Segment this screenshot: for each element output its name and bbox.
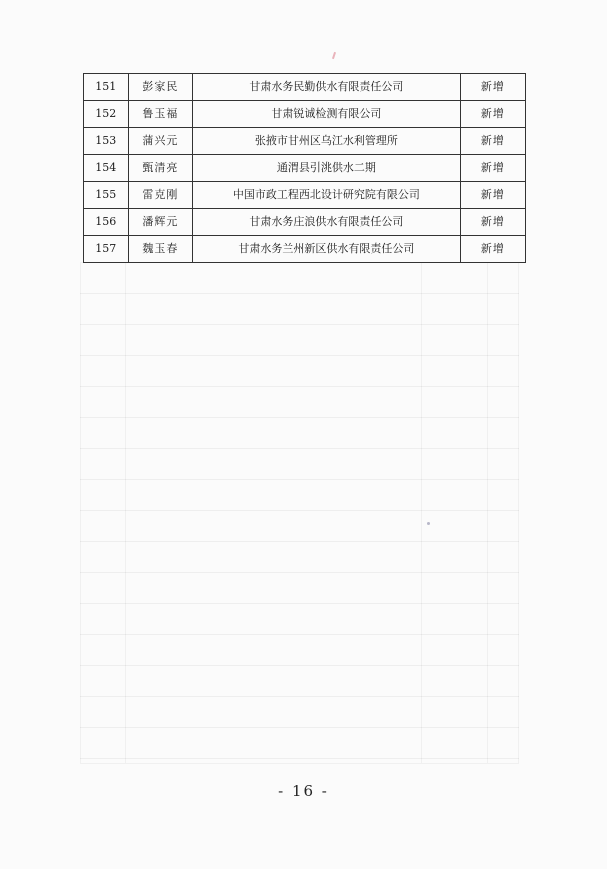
organization: 张掖市甘州区乌江水利管理所	[193, 128, 461, 155]
person-name: 彭家民	[128, 74, 193, 101]
row-number: 154	[84, 155, 129, 182]
organization: 甘肃锐诚检测有限公司	[193, 101, 461, 128]
organization: 通渭县引洮供水二期	[193, 155, 461, 182]
organization: 中国市政工程西北设计研究院有限公司	[193, 182, 461, 209]
organization: 甘肃水务民勤供水有限责任公司	[193, 74, 461, 101]
status: 新增	[460, 74, 525, 101]
row-number: 152	[84, 101, 129, 128]
status: 新增	[460, 236, 525, 263]
person-name: 雷克刚	[128, 182, 193, 209]
status: 新增	[460, 209, 525, 236]
organization: 甘肃水务庄浪供水有限责任公司	[193, 209, 461, 236]
status: 新增	[460, 155, 525, 182]
ink-speck	[427, 522, 430, 525]
status: 新增	[460, 101, 525, 128]
person-name: 蒲兴元	[128, 128, 193, 155]
table-row	[84, 209, 526, 236]
organization: 甘肃水务兰州新区供水有限责任公司	[193, 236, 461, 263]
row-number: 155	[84, 182, 129, 209]
page-number: - 16 -	[278, 782, 329, 800]
person-name: 魏玉春	[128, 236, 193, 263]
person-name: 鲁玉福	[128, 101, 193, 128]
row-number: 151	[84, 74, 129, 101]
table-row	[84, 128, 526, 155]
status: 新增	[460, 182, 525, 209]
ink-speck	[332, 52, 336, 59]
row-number: 156	[84, 209, 129, 236]
person-name: 潘辉元	[128, 209, 193, 236]
row-number: 153	[84, 128, 129, 155]
person-name: 甄清亮	[128, 155, 193, 182]
reverse-side-bleed-through	[80, 262, 519, 764]
personnel-table	[83, 73, 526, 263]
table-row	[84, 74, 526, 101]
table-row	[84, 236, 526, 263]
table-row	[84, 101, 526, 128]
status: 新增	[460, 128, 525, 155]
table-row	[84, 182, 526, 209]
table-row	[84, 155, 526, 182]
row-number: 157	[84, 236, 129, 263]
